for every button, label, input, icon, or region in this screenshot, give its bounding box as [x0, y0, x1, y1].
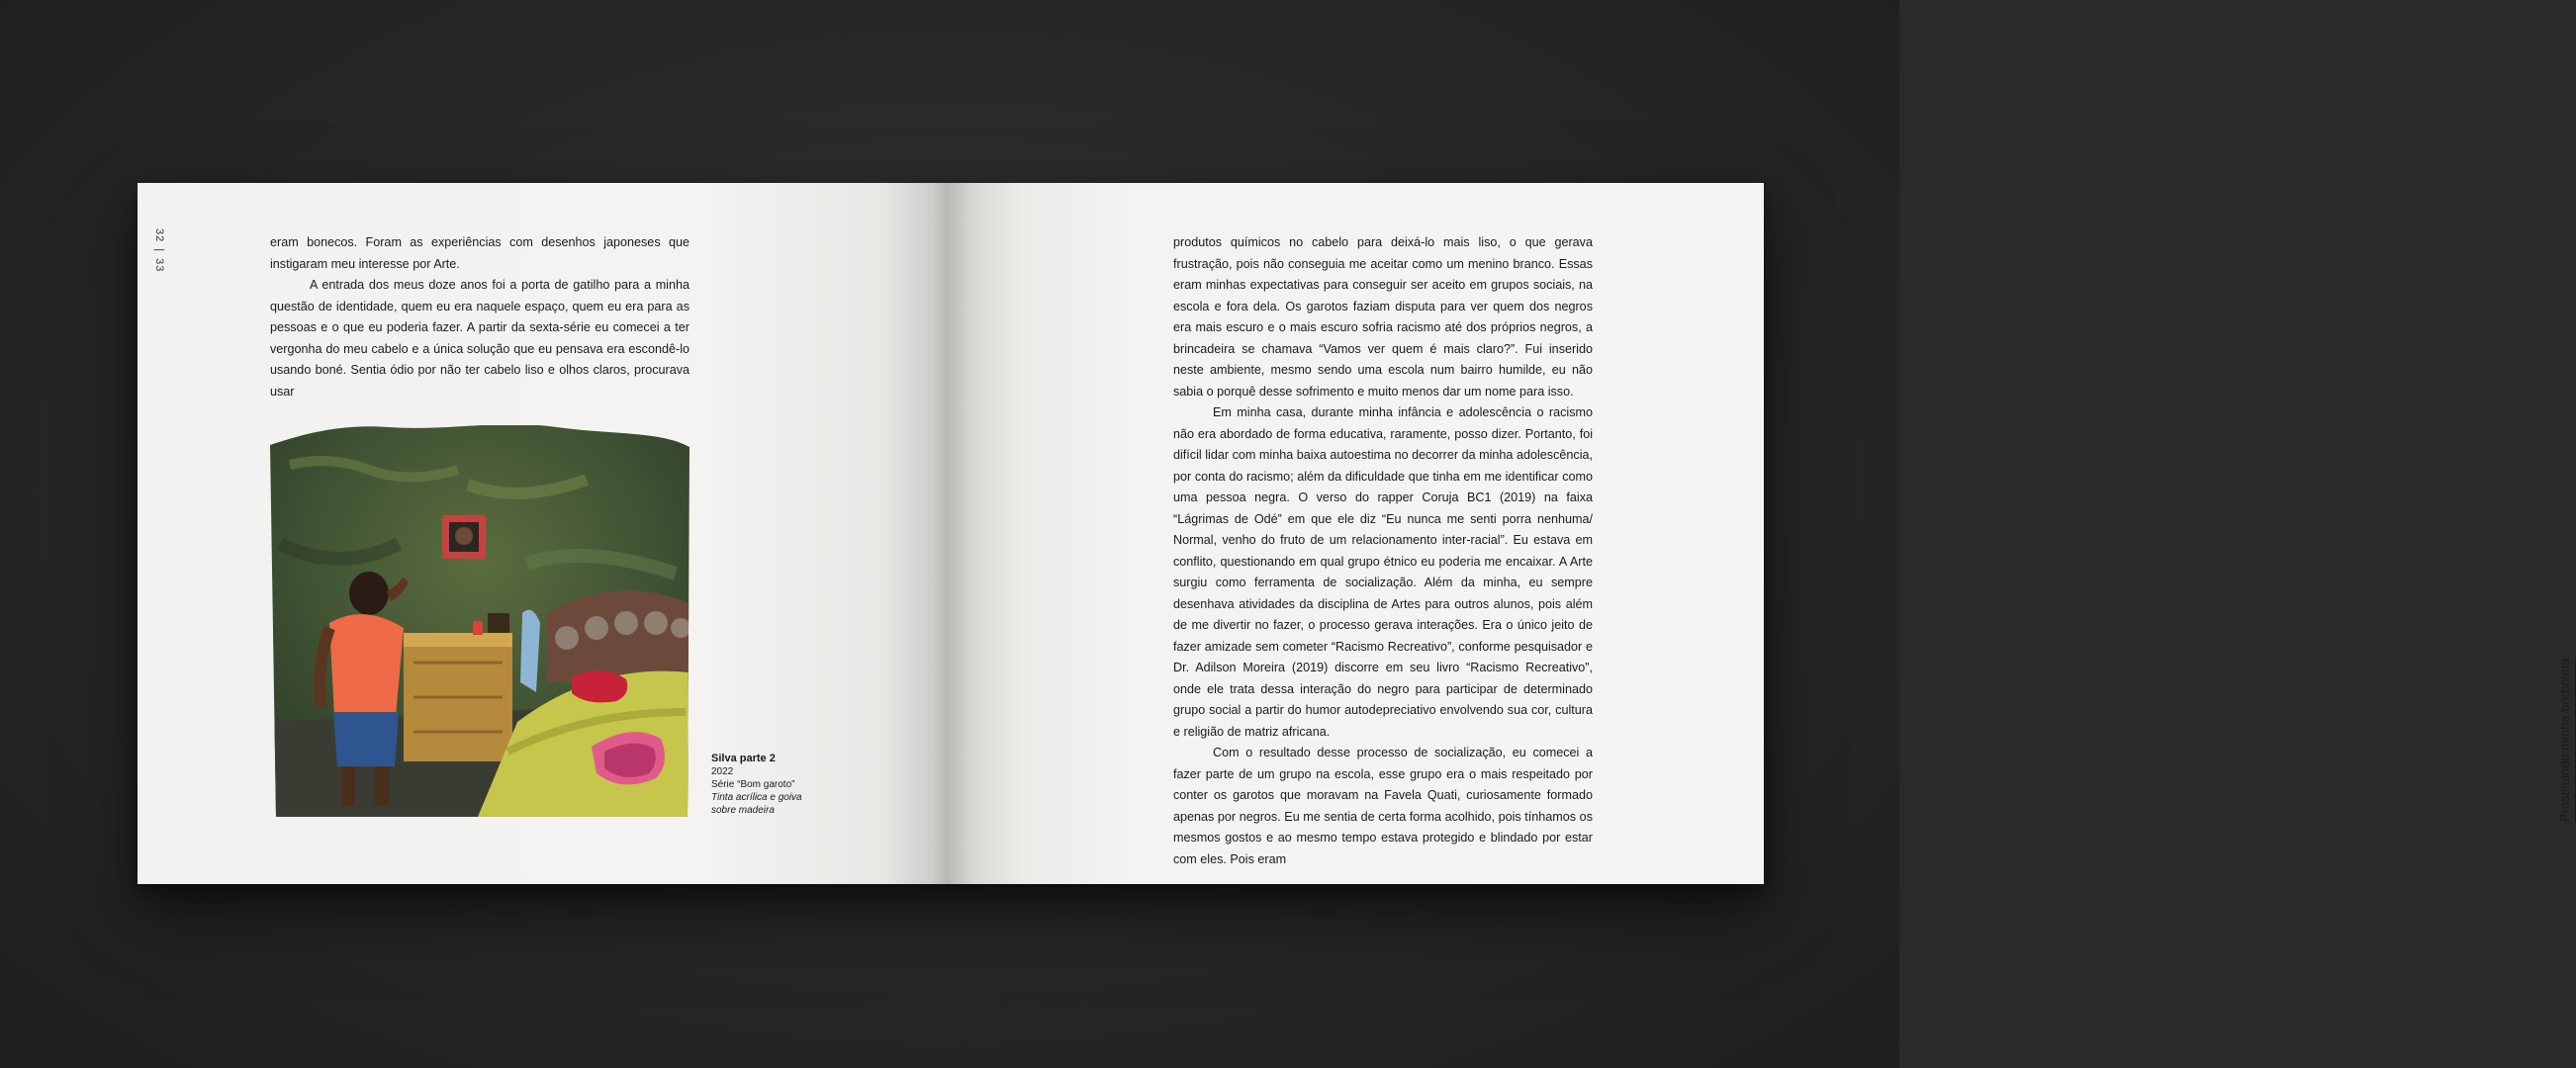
paragraph: eram bonecos. Foram as experiências com desenhos japoneses que instigaram meu interesse por Arte. — [270, 235, 690, 271]
paragraph: Em minha casa, durante minha infância e adolescência o racismo não era abordado de forma educativa, raramente, posso dizer. Portanto, foi difícil lidar com minha baixa autoestima no decorrer da minha adolescência, por conta do racismo; além da dificuldade que tinha em me identificar como uma pessoa negra. O verso do rapper Coruja BC1 (2019) na faixa “Lágrimas de Odé” em que ele diz “Eu nunca me senti porra nenhuma/ Normal, venho do fruto de um relacionamento inter-racial”. Eu estava em conflito, questionando em qual grupo étnico eu poderia me encaixar. A Arte surgiu como ferramenta de socialização. Além da minha, eu sempre desenhava atividades da disciplina de Artes para outros alunos, pois além de me divertir no fazer, o processo gerava interações. Era o único jeito de fazer amizade sem cometer “Racismo Recreativo”, conforme pesquisador e Dr. Adilson Moreira (2019) discorre em seu livro “Racismo Recreativo”, onde ele trata dessa interação do negro para participar de determinado grupo social a partir do humor autodepreciativo envolvendo sua cor, cultura e religião de matriz africana. — [1173, 405, 1593, 739]
painting-image — [270, 425, 690, 817]
paragraph: Com o resultado desse processo de socialização, eu comecei a fazer parte de um grupo na escola, esse grupo era o mais respeitado por conter os garotos que moravam na Favela Quati, curiosamente formado apenas por negros. Eu me sentia de certa forma acolhido, pois tínhamos os mesmos gostos e ao mesmo tempo estava protegido e blindado por estar com eles. Pois eram — [1173, 746, 1593, 866]
right-page — [949, 183, 2572, 884]
artwork-medium: Tinta acrílica e goiva — [711, 792, 802, 803]
book-spread — [138, 183, 2572, 884]
left-body-text — [270, 232, 690, 402]
folio-left: 32 — [153, 228, 165, 243]
paragraph: produtos químicos no cabelo para deixá-lo mais liso, o que gerava frustração, pois não conseguia me aceitar como um menino branco. Essas eram minhas expectativas para conseguir ser aceito em grupos sociais, na escola e fora dela. Os garotos faziam disputa para ver quem dos negros era mais escuro e o mais escuro sofria racismo até dos próprios negros, a brincadeira se chamava “Vamos ver quem é mais claro?”. Fui inserido neste ambiente, mesmo sendo uma escola num bairro humilde, eu não sabia o porquê desse sofrimento e muito menos dar um nome para isso. — [1173, 235, 1593, 399]
folio-right: 33 — [153, 258, 165, 273]
artwork-year: 2022 — [711, 766, 734, 777]
artwork-title: Silva parte 2 — [711, 753, 776, 764]
running-head: Prostituindo minha borboleta — [2557, 659, 2576, 823]
artwork-medium-2: sobre madeira — [711, 805, 775, 816]
artwork-caption — [711, 753, 830, 817]
artwork-series: Série “Bom garoto” — [711, 779, 795, 790]
page-numbers: 32|33 — [153, 228, 165, 273]
right-body-text — [1173, 232, 1593, 870]
left-page — [138, 183, 949, 884]
paragraph: A entrada dos meus doze anos foi a porta de gatilho para a minha questão de identidade, quem eu era naquele espaço, quem eu era para as pessoas e o que eu poderia fazer. A partir da sexta-série eu comecei a ter vergonha do meu cabelo e a única solução que eu pensava era escondê-lo usando boné. Sentia ódio por não ter cabelo liso e olhos claros, procurava usar — [270, 278, 690, 399]
